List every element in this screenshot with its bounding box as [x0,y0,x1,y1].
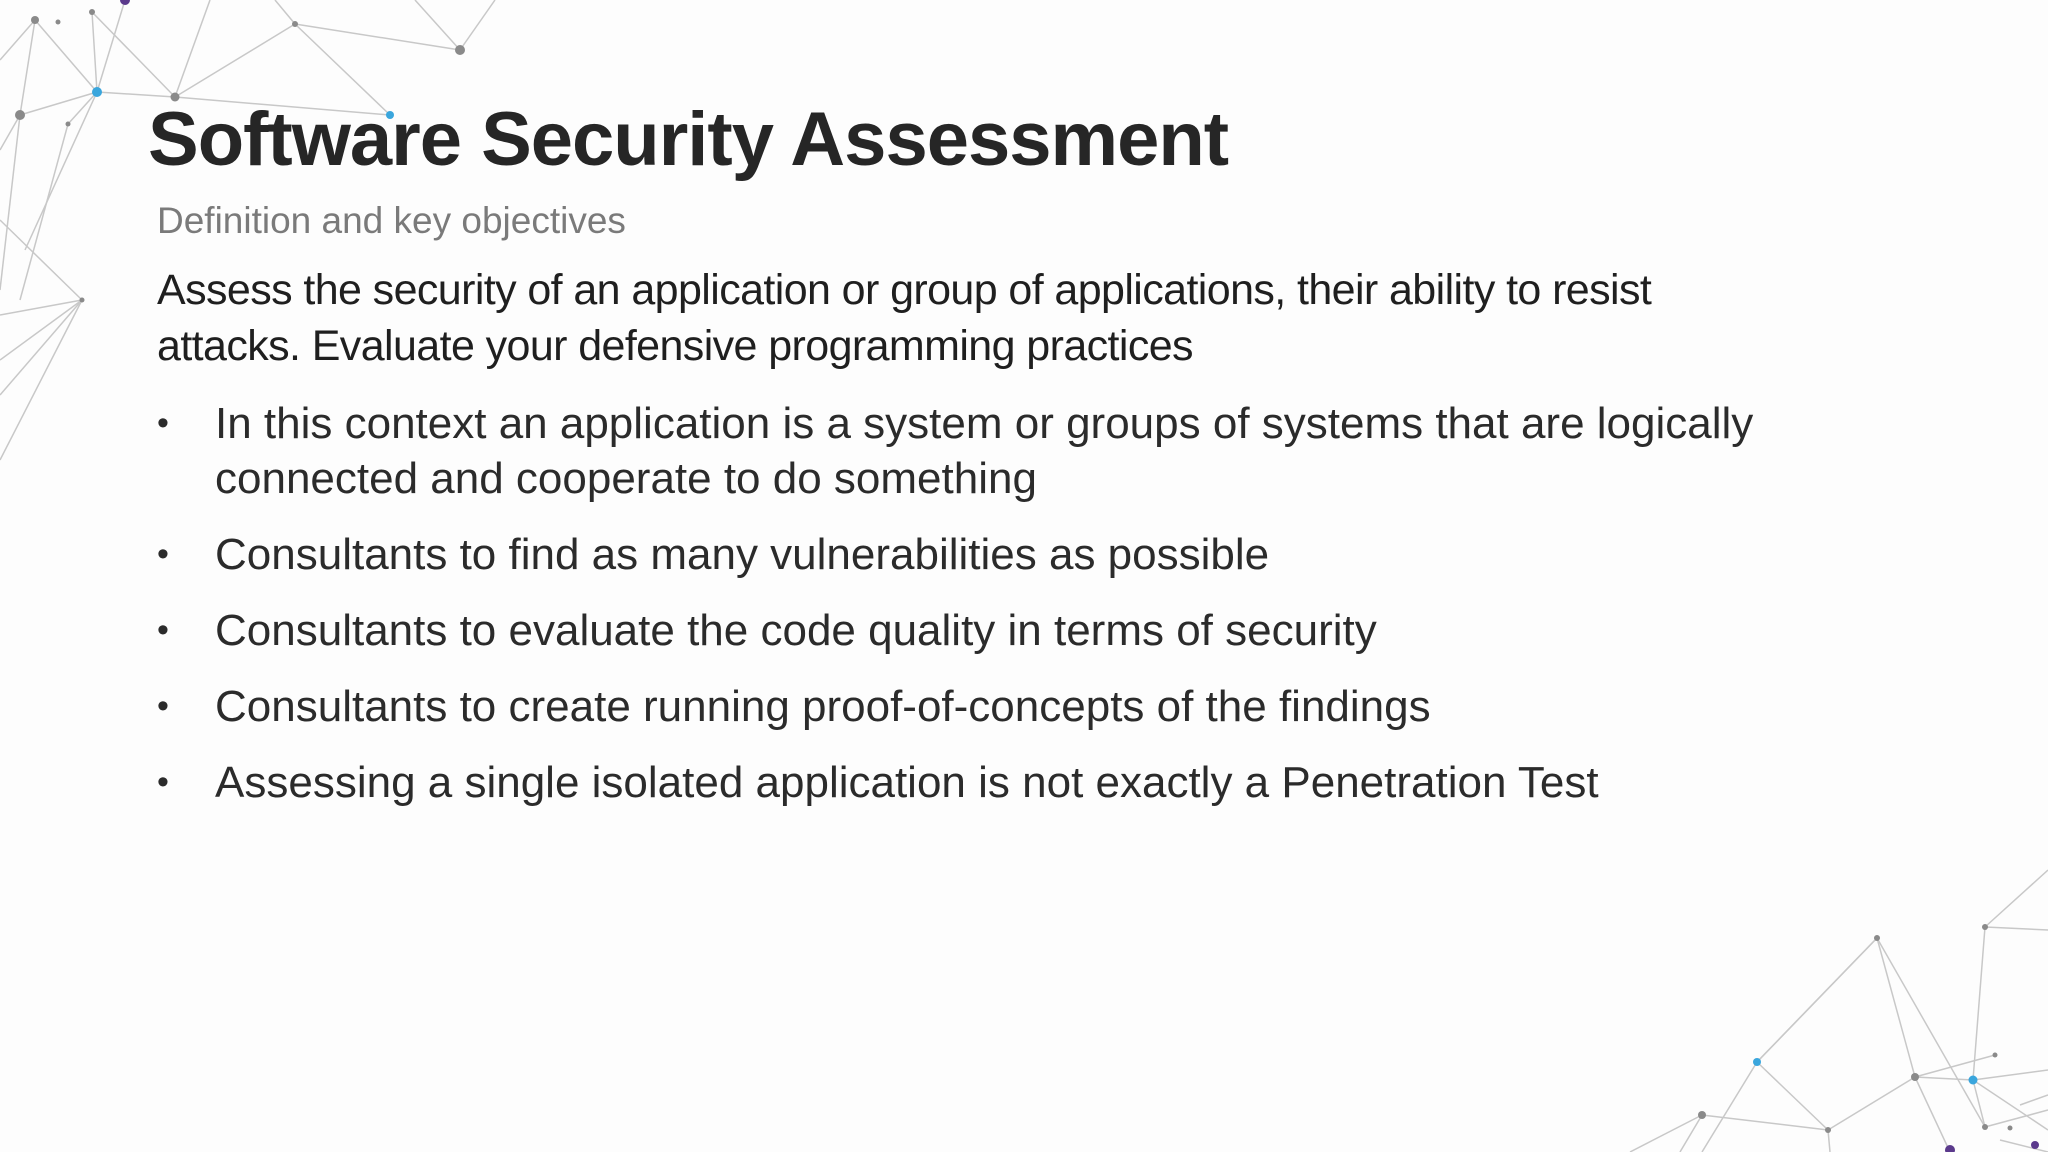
bullet-text: Consultants to create running proof-of-concepts of the findings [215,682,1431,731]
bullet-list [157,396,1777,831]
bullet-item [157,755,1777,810]
bullet-text: In this context an application is a system or groups of systems that are logically connected and cooperate to do something [215,399,1754,503]
network-bottom-right-nodes [1698,924,2039,1152]
bullet-text: Assessing a single isolated application is not exactly a Penetration Test [215,758,1599,807]
lead-paragraph: Assess the security of an application or group of applications, their ability to resist attacks. Evaluate your defensive programming practices [157,266,1652,370]
bullet-item [157,679,1777,734]
bullet-marker: • [157,763,169,801]
bullet-text: Consultants to evaluate the code quality in terms of security [215,606,1377,655]
bullet-item [157,527,1777,582]
bullet-marker: • [157,687,169,725]
network-bottom-right [1630,870,2048,1152]
bullet-item [157,603,1777,658]
bullet-marker: • [157,535,169,573]
bullet-text: Consultants to find as many vulnerabilities as possible [215,530,1270,579]
slide-subtitle: Definition and key objectives [157,200,626,241]
bullet-item [157,396,1777,506]
bullet-marker: • [157,404,169,442]
slide-title: Software Security Assessment [148,97,1229,182]
bullet-marker: • [157,611,169,649]
